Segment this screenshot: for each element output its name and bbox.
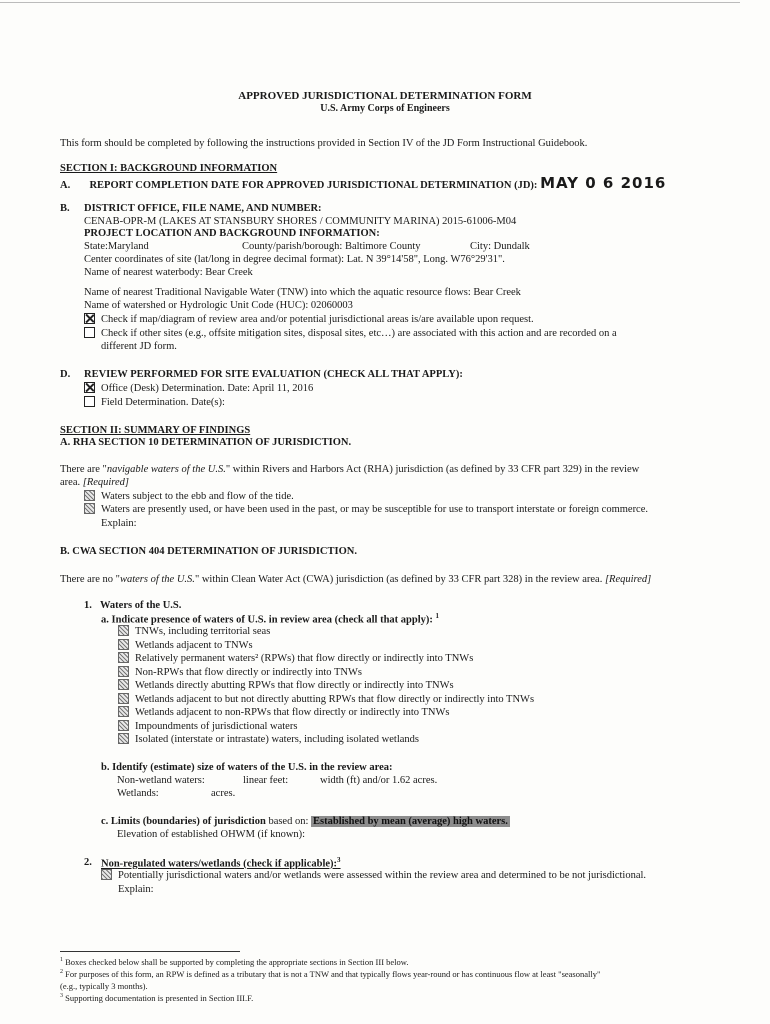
field-determination-row — [84, 396, 225, 409]
city-field: City: Dundalk — [470, 241, 530, 252]
w1c-label: c. — [101, 816, 109, 827]
cwa-text: CWA SECTION 404 DETERMINATION OF JURISDICTION. — [72, 546, 357, 557]
cwa-label: B. — [60, 546, 70, 557]
water-type-checkbox[interactable] — [118, 720, 129, 731]
rha-statement-line1 — [60, 463, 639, 476]
item-d-label: D. — [60, 369, 71, 380]
w1a-label: a. — [101, 614, 109, 626]
cwa-text-b: " within Clean Water Act (CWA) jurisdiction (as defined by 33 CFR part 328) in the review area. — [194, 574, 605, 585]
w1b-title: Identify (estimate) size of waters of the U.S. in the review area: — [112, 762, 393, 773]
footnote-3-text: Supporting documentation is presented in Section III.F. — [65, 993, 254, 1003]
section2-title: SECTION II: SUMMARY OF FINDINGS — [60, 425, 251, 436]
water-type-row — [118, 733, 534, 747]
tide-checkbox[interactable] — [84, 490, 95, 501]
map-checkbox[interactable] — [84, 313, 95, 324]
footnote-3: $^3$ Supporting documentation is presented in Section III.F. — [60, 993, 254, 1003]
non-regulated-row — [101, 869, 646, 882]
water-type-row — [118, 639, 534, 653]
water-type-label: Isolated (interstate or intrastate) waters, including isolated wetlands — [135, 734, 419, 745]
ohwm-elevation: Elevation of established OHWM (if known): — [117, 829, 306, 840]
w1a-sup: 1 — [435, 612, 439, 620]
map-check-row — [84, 313, 534, 326]
w2-sup: 3 — [337, 856, 341, 864]
rha-text-italic: navigable waters of the U.S. — [106, 464, 226, 475]
water-type-checkbox[interactable] — [118, 706, 129, 717]
item-b-text: DISTRICT OFFICE, FILE NAME, AND NUMBER: — [84, 203, 322, 214]
non-wetland-label: Non-wetland waters: — [117, 775, 205, 786]
non-regulated-checkbox[interactable] — [101, 869, 112, 880]
water-type-checkbox[interactable] — [118, 679, 129, 690]
form-subtitle: U.S. Army Corps of Engineers — [320, 103, 450, 114]
width-acres-value: width (ft) and/or 1.62 acres. — [320, 775, 438, 786]
w2-num: 2. — [84, 857, 92, 868]
rha-required: [Required] — [82, 477, 130, 488]
state-field: State:Maryland — [84, 241, 149, 252]
water-type-row — [118, 720, 534, 734]
office-determination-checkbox[interactable] — [84, 382, 95, 393]
commerce-text: Waters are presently used, or have been used in the past, or may be susceptible for use to transport interstate or foreign commerce. — [101, 504, 649, 515]
footnote-2-cont: (e.g., typically 3 months). — [60, 981, 148, 991]
item-a-label: A. — [60, 180, 71, 191]
rha-area-text: area. — [60, 477, 83, 488]
date-stamp: MAY 0 6 2016 — [540, 174, 667, 192]
water-type-row — [118, 666, 534, 680]
file-number: CENAB-OPR-M (LAKES AT STANSBURY SHORES / COMMUNITY MARINA) 2015-61006-M04 — [84, 216, 517, 227]
nearest-tnw: Name of nearest Traditional Navigable Water (TNW) into which the aquatic resource flows: Bear Creek — [84, 287, 521, 298]
water-type-row — [118, 625, 534, 639]
wetlands-acres: acres. — [211, 788, 236, 799]
water-type-checkbox[interactable] — [118, 733, 129, 744]
water-type-checkbox[interactable] — [118, 639, 129, 650]
rha-text-b: " within Rivers and Harbors Act (RHA) jurisdiction (as defined by 33 CFR part 329) in the review — [225, 464, 640, 475]
other-sites-checkbox[interactable] — [84, 327, 95, 338]
non-regulated-text: Potentially jurisdictional waters and/or wetlands were assessed within the review area and determined to be not jurisdictional. — [118, 870, 647, 881]
other-sites-text: Check if other sites (e.g., offsite mitigation sites, disposal sites, etc…) are associated with this action and are recorded on a — [101, 328, 617, 339]
footnote-1: $^1$ Boxes checked below shall be supported by completing the appropriate sections in Section III below. — [60, 957, 409, 967]
water-type-label: Wetlands adjacent to non-RPWs that flow directly or indirectly into TNWs — [135, 707, 450, 718]
nearest-waterbody: Name of nearest waterbody: Bear Creek — [84, 267, 253, 278]
water-types-list — [118, 625, 534, 747]
water-type-checkbox[interactable] — [118, 666, 129, 677]
water-type-label: Wetlands adjacent to but not directly abutting RPWs that flow directly or indirectly into TNWs — [135, 693, 535, 705]
water-type-label: TNWs, including territorial seas — [135, 626, 271, 637]
item-a-text: REPORT COMPLETION DATE FOR APPROVED JURISDICTIONAL DETERMINATION (JD): — [89, 180, 538, 191]
county-field: County/parish/borough: Baltimore County — [242, 241, 421, 252]
water-type-checkbox[interactable] — [118, 652, 129, 663]
w1a-title: Indicate presence of waters of U.S. in review area (check all that apply): — [111, 614, 433, 626]
rha-statement-line2 — [60, 476, 129, 489]
item-b-label: B. — [60, 203, 70, 214]
water-type-row — [118, 693, 534, 707]
water-type-label: Relatively permanent waters² (RPWs) that flow directly or indirectly into TNWs — [135, 653, 474, 664]
w1c-based: based on: — [265, 816, 312, 827]
rha-text-a: There are " — [60, 464, 107, 475]
scan-edge-line — [0, 2, 740, 3]
w1c-title: Limits (boundaries) of jurisdiction — [110, 816, 266, 827]
w1-num: 1. — [84, 600, 92, 611]
cwa-text-italic: waters of the U.S. — [119, 574, 195, 585]
item-c-text: PROJECT LOCATION AND BACKGROUND INFORMATION: — [84, 228, 380, 239]
water-type-checkbox[interactable] — [118, 693, 129, 704]
tide-text: Waters subject to the ebb and flow of the tide. — [101, 491, 294, 502]
rha-option-tide — [84, 490, 294, 503]
rha-label: A. — [60, 437, 71, 448]
jurisdiction-limit-value: Established by mean (average) high waters. — [313, 816, 508, 827]
other-sites-text-cont: different JD form. — [101, 341, 177, 352]
cwa-text-a: There are no " — [60, 574, 120, 585]
office-determination-text: Office (Desk) Determination. Date: April 11, 2016 — [101, 383, 314, 394]
rha-option-commerce — [84, 503, 648, 516]
water-type-row — [118, 706, 534, 720]
rha-explain: Explain: — [101, 518, 137, 529]
water-type-checkbox[interactable] — [118, 625, 129, 636]
map-check-text: Check if map/diagram of review area and/or potential jurisdictional areas is/are available upon request. — [101, 314, 534, 325]
field-determination-checkbox[interactable] — [84, 396, 95, 407]
cwa-statement — [60, 573, 651, 586]
water-type-label: Impoundments of jurisdictional waters — [135, 720, 298, 732]
water-type-label: Non-RPWs that flow directly or indirectly into TNWs — [135, 666, 362, 678]
footnote-2-text: For purposes of this form, an RPW is defined as a tributary that is not a TNW and that typically flows year-round or has continuous flow at least "seasonally" — [65, 969, 601, 979]
intro-text: This form should be completed by following the instructions provided in Section IV of the JD Form Instructional Guidebook. — [60, 138, 588, 149]
form-title: APPROVED JURISDICTIONAL DETERMINATION FORM — [238, 90, 532, 102]
section1-title: SECTION I: BACKGROUND INFORMATION — [60, 163, 278, 174]
office-determination-row — [84, 382, 313, 395]
commerce-checkbox[interactable] — [84, 503, 95, 514]
footnote-1-text: Boxes checked below shall be supported by completing the appropriate sections in Section III below. — [65, 957, 409, 967]
w1b-label: b. — [101, 762, 110, 773]
water-type-row — [118, 679, 534, 693]
field-determination-text: Field Determination. Date(s): — [101, 397, 225, 408]
center-coordinates: Center coordinates of site (lat/long in degree decimal format): Lat. N 39°14'58", Long. W76°29'31". — [84, 254, 505, 265]
water-type-row — [118, 652, 534, 666]
wetlands-label: Wetlands: — [117, 788, 159, 799]
water-type-label: Wetlands directly abutting RPWs that flow directly or indirectly into TNWs — [135, 680, 454, 691]
other-sites-row — [84, 327, 617, 340]
non-regulated-explain: Explain: — [118, 884, 154, 895]
cwa-heading — [60, 545, 357, 558]
footnote-divider — [60, 951, 240, 952]
rha-text: RHA SECTION 10 DETERMINATION OF JURISDICTION. — [72, 437, 352, 448]
cwa-required: [Required] — [604, 574, 652, 585]
rha-heading — [60, 436, 351, 449]
item-d-text: REVIEW PERFORMED FOR SITE EVALUATION (CHECK ALL THAT APPLY): — [84, 369, 463, 380]
item-a-report-date — [60, 174, 666, 193]
w2-title: Non-regulated waters/wetlands (check if applicable): — [101, 858, 338, 870]
watershed-huc: Name of watershed or Hydrologic Unit Code (HUC): 02060003 — [84, 300, 353, 311]
w1b-heading — [101, 761, 393, 774]
linear-feet-label: linear feet: — [243, 775, 289, 786]
water-type-label: Wetlands adjacent to TNWs — [135, 639, 253, 651]
w1-title: Waters of the U.S. — [100, 600, 182, 611]
footnote-2: $^2$ For purposes of this form, an RPW is defined as a tributary that is not a TNW and that typically flows year-round or has continuous flow at least "seasonally" — [60, 969, 601, 979]
w1c-row — [101, 815, 510, 828]
